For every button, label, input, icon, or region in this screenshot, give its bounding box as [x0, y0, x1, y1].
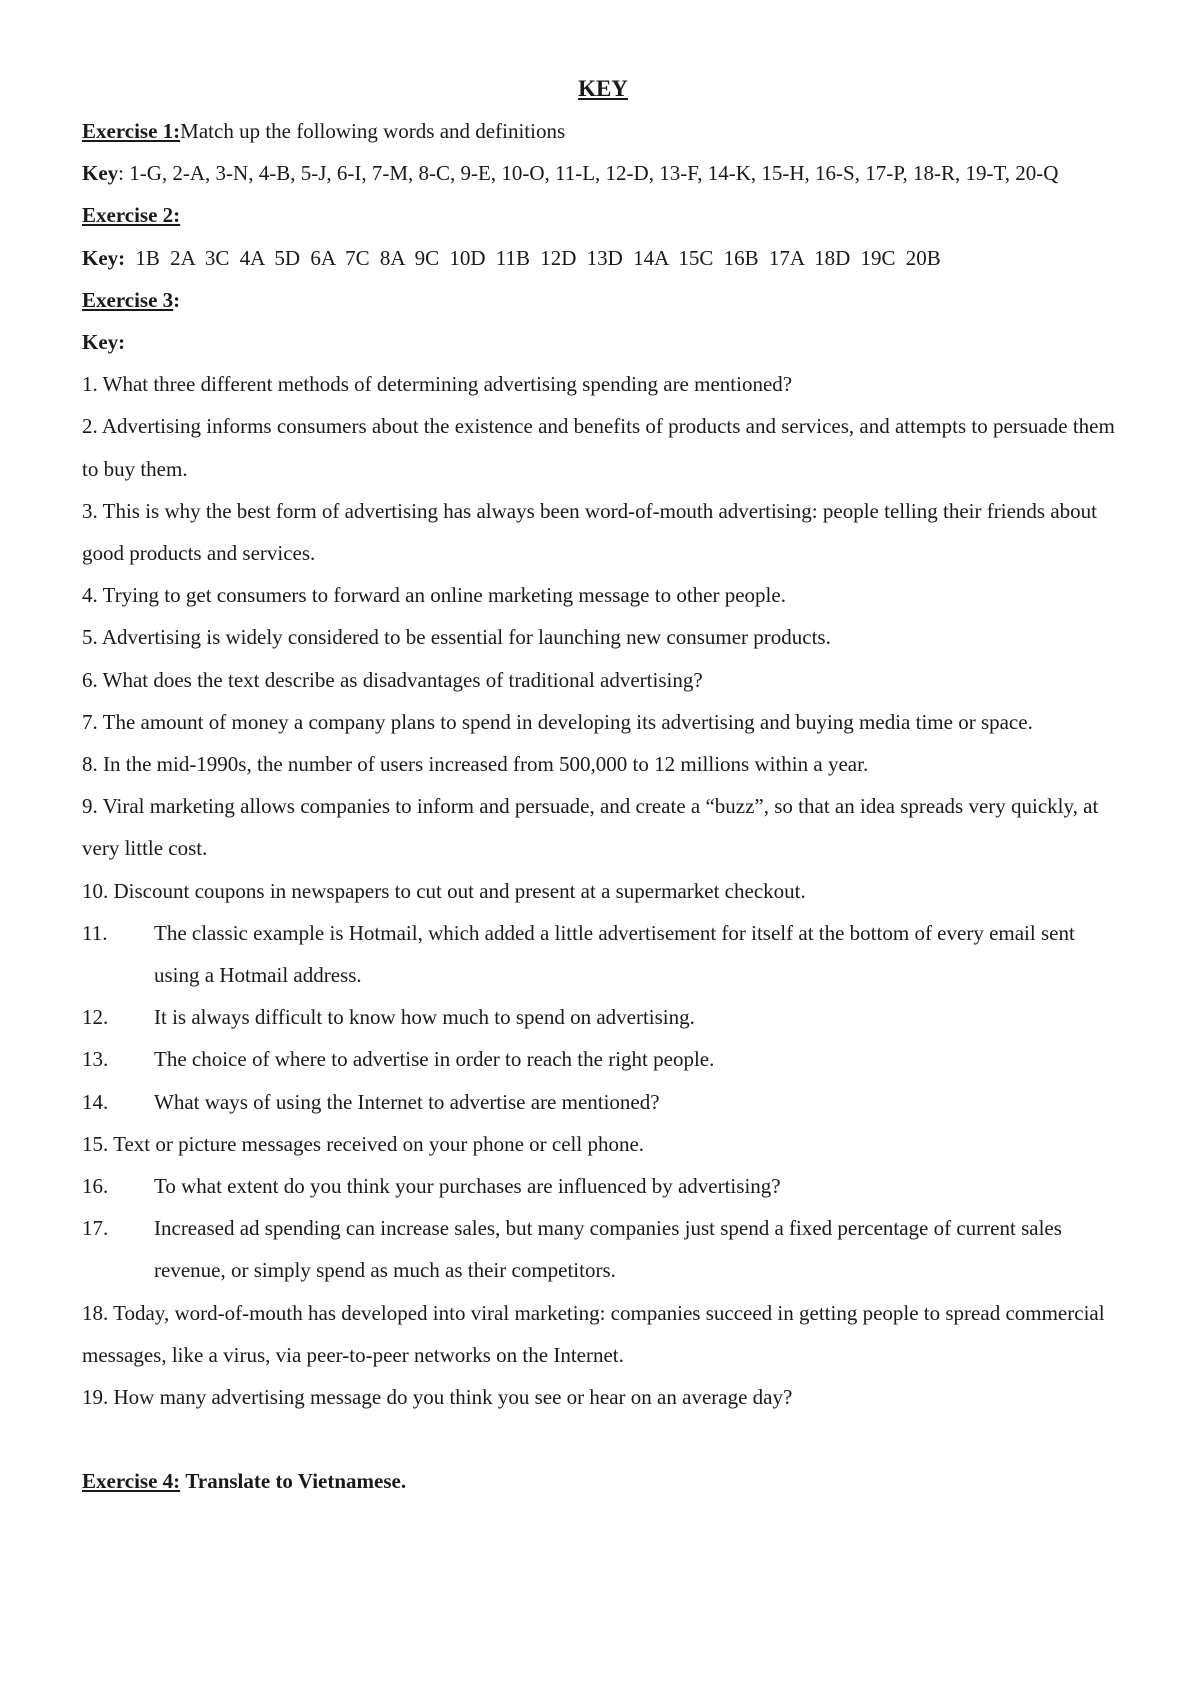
answer-number: 14.: [82, 1089, 109, 1114]
answer-item: [82, 1038, 1120, 1080]
answer-item: 8. In the mid-1990s, the number of users increased from 500,000 to 12 millions within a year.: [82, 752, 869, 777]
answer-item: 9. Viral marketing allows companies to inform and persuade, and create a “buzz”, so that an idea spreads very quickly, at very little cost.: [82, 794, 1099, 861]
exercise1-key-label: Key: [82, 161, 119, 186]
exercise1-key: [82, 152, 1120, 194]
exercise3-answer-list: [82, 363, 1120, 1418]
exercise2-label: Exercise 2:: [82, 203, 181, 228]
exercise3-label-suffix: :: [173, 287, 181, 312]
exercise2-key-label: Key:: [82, 245, 126, 270]
answer-item: 7. The amount of money a company plans to spend in developing its advertising and buying media time or space.: [82, 709, 1033, 734]
answer-text: Increased ad spending can increase sales, but many companies just spend a fixed percentage of current sales revenue, or simply spend as much as their competitors.: [154, 1216, 1062, 1283]
answer-text: The choice of where to advertise in order to reach the right people.: [154, 1047, 715, 1072]
answer-item: 1. What three different methods of determining advertising spending are mentioned?: [82, 372, 793, 397]
answer-item: 4. Trying to get consumers to forward an online marketing message to other people.: [82, 583, 786, 608]
answer-number: 12.: [82, 1005, 109, 1030]
exercise2-key-text: 1B 2A 3C 4A 5D 6A 7C 8A 9C 10D 11B 12D 13D 14A 15C 16B 17A 18D 19C 20B: [135, 245, 941, 270]
answer-item: 18. Today, word-of-mouth has developed into viral marketing: companies succeed in getting people to spread commercial messages, like a virus, via peer-to-peer networks on the Internet.: [82, 1300, 1105, 1367]
exercise3-heading: [82, 279, 1120, 321]
answer-item: 5. Advertising is widely considered to be essential for launching new consumer products.: [82, 625, 831, 650]
answer-number: 11.: [82, 920, 108, 945]
answer-item: [82, 912, 1120, 996]
answer-item: 3. This is why the best form of advertising has always been word-of-mouth advertising: people telling their friends about good products and services.: [82, 498, 1097, 566]
exercise1-key-text: : 1-G, 2-A, 3-N, 4-B, 5-J, 6-I, 7-M, 8-C, 9-E, 10-O, 11-L, 12-D, 13-F, 14-K, 15-H, 16-S, 17-P, 18-R, 19-T, 20-Q: [118, 161, 1059, 186]
answer-text: To what extent do you think your purchases are influenced by advertising?: [154, 1174, 781, 1199]
answer-text: The classic example is Hotmail, which added a little advertisement for itself at the bottom of every email sent using a Hotmail address.: [154, 920, 1075, 988]
exercise4-label: Exercise 4:: [82, 1469, 181, 1494]
spacer: [82, 1418, 1120, 1460]
answer-item: [82, 996, 1120, 1038]
exercise1-label: Exercise 1:: [82, 119, 181, 143]
exercise1-heading: [82, 110, 1120, 152]
exercise4-instruction: Translate to Vietnamese.: [185, 1469, 407, 1494]
answer-text: It is always difficult to know how much to spend on advertising.: [154, 1005, 695, 1030]
exercise3-label: Exercise 3: [82, 287, 174, 312]
exercise4-heading: [82, 1460, 1120, 1502]
exercise2-key: [82, 237, 1120, 279]
answer-text: What ways of using the Internet to advertise are mentioned?: [154, 1089, 660, 1114]
answer-number: 16.: [82, 1174, 109, 1199]
answer-item: [82, 1081, 1120, 1123]
answer-item: 15. Text or picture messages received on your phone or cell phone.: [82, 1131, 645, 1156]
page-title: KEY: [578, 76, 628, 101]
answer-number: 13.: [82, 1047, 109, 1072]
answer-item: 6. What does the text describe as disadvantages of traditional advertising?: [82, 667, 703, 692]
answer-item: 19. How many advertising message do you think you see or hear on an average day?: [82, 1385, 793, 1410]
answer-item: 10. Discount coupons in newspapers to cut out and present at a supermarket checkout.: [82, 878, 806, 903]
exercise2-heading: [82, 194, 1120, 236]
answer-number: 17.: [82, 1216, 109, 1241]
exercise1-instruction: Match up the following words and definitions: [180, 119, 566, 143]
exercise3-key-label: Key:: [82, 330, 126, 355]
answer-item: [82, 1165, 1120, 1207]
answer-item: [82, 1207, 1120, 1291]
answer-item: 2. Advertising informs consumers about the existence and benefits of products and services, and attempts to persuade them to buy them.: [82, 414, 1115, 481]
